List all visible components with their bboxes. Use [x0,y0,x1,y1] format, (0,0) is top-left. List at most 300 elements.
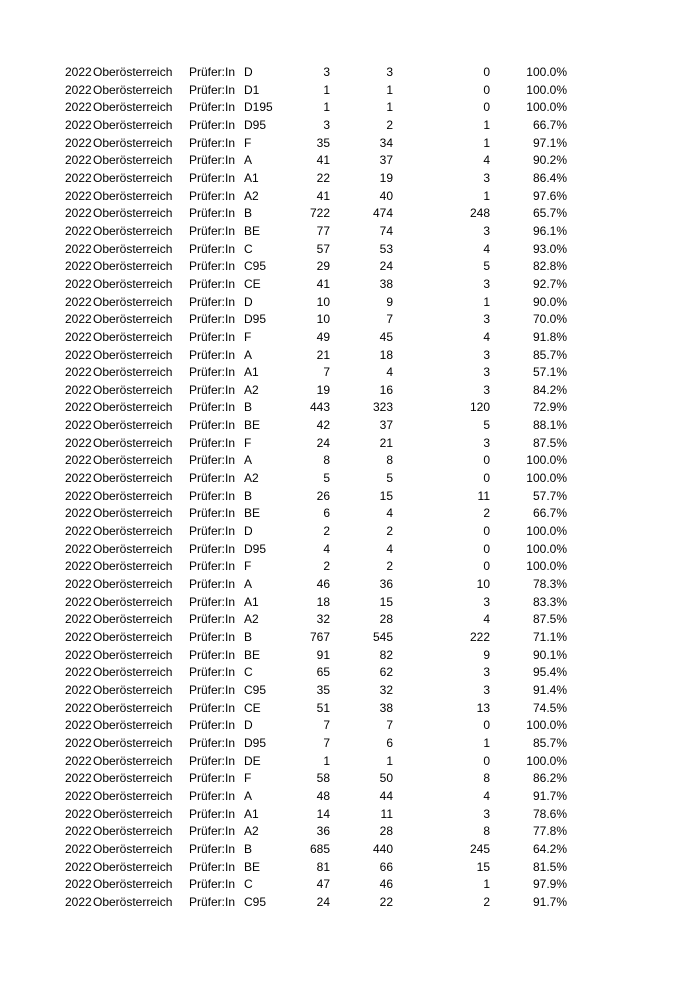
failed-count-cell: 120 [469,400,490,415]
pass-rate-cell: 100.0% [526,65,567,79]
role-cell: Prüfer:In [189,735,236,750]
table-row [0,876,700,894]
passed-count-cell: 44 [379,788,393,803]
role-cell: Prüfer:In [189,312,236,327]
region-cell: Oberösterreich [93,206,173,221]
license-class-cell: B [244,841,253,856]
year-cell: 2022 [65,400,92,415]
pass-rate-cell: 85.7% [532,735,567,750]
region-cell: Oberösterreich [93,594,173,609]
data-table [0,64,700,912]
table-row [0,505,700,523]
failed-count-cell: 5 [483,418,490,433]
failed-count-cell: 0 [483,471,490,486]
total-count-cell: 685 [309,841,330,856]
region-cell: Oberösterreich [93,665,173,680]
pass-rate-cell: 84.2% [532,382,567,397]
passed-count-cell: 7 [386,718,393,733]
region-cell: Oberösterreich [93,223,173,238]
role-cell: Prüfer:In [189,471,236,486]
pass-rate-cell: 97.1% [532,135,567,150]
year-cell: 2022 [65,788,92,803]
year-cell: 2022 [65,382,92,397]
passed-count-cell: 474 [372,206,393,221]
total-count-cell: 2 [323,524,330,539]
pass-rate-cell: 90.1% [532,647,567,662]
region-cell: Oberösterreich [93,365,173,380]
role-cell: Prüfer:In [189,223,236,238]
passed-count-cell: 1 [386,753,393,768]
license-class-cell: A1 [244,806,259,821]
table-row [0,64,700,82]
failed-count-cell: 4 [483,329,490,344]
year-cell: 2022 [65,223,92,238]
license-class-cell: B [244,206,253,221]
passed-count-cell: 545 [372,630,393,644]
table-row [0,647,700,665]
license-class-cell: CE [244,700,261,715]
year-cell: 2022 [65,65,92,79]
region-cell: Oberösterreich [93,276,173,291]
total-count-cell: 46 [316,577,330,592]
table-row [0,735,700,753]
passed-count-cell: 38 [379,700,393,715]
table-row [0,276,700,294]
license-class-cell: C [244,665,253,680]
total-count-cell: 10 [316,312,330,327]
role-cell: Prüfer:In [189,859,236,874]
passed-count-cell: 38 [379,276,393,291]
table-row [0,382,700,400]
failed-count-cell: 4 [483,241,490,256]
total-count-cell: 8 [323,453,330,468]
region-cell: Oberösterreich [93,488,173,503]
failed-count-cell: 248 [469,206,490,221]
year-cell: 2022 [65,347,92,362]
year-cell: 2022 [65,559,92,574]
failed-count-cell: 3 [483,665,490,680]
year-cell: 2022 [65,135,92,150]
region-cell: Oberösterreich [93,771,173,786]
total-count-cell: 24 [316,894,330,909]
total-count-cell: 1 [323,100,330,115]
pass-rate-cell: 82.8% [532,259,567,274]
failed-count-cell: 222 [469,630,490,644]
role-cell: Prüfer:In [189,241,236,256]
passed-count-cell: 9 [386,294,393,309]
pass-rate-cell: 95.4% [532,665,567,680]
role-cell: Prüfer:In [189,329,236,344]
pass-rate-cell: 64.2% [532,841,567,856]
failed-count-cell: 2 [483,894,490,909]
table-row [0,223,700,241]
role-cell: Prüfer:In [189,453,236,468]
license-class-cell: C95 [244,259,267,274]
passed-count-cell: 37 [379,418,393,433]
region-cell: Oberösterreich [93,329,173,344]
year-cell: 2022 [65,894,92,909]
year-cell: 2022 [65,594,92,609]
total-count-cell: 32 [316,612,330,627]
failed-count-cell: 8 [483,824,490,839]
passed-count-cell: 2 [386,117,393,132]
pass-rate-cell: 100.0% [526,471,567,486]
year-cell: 2022 [65,294,92,309]
year-cell: 2022 [65,859,92,874]
year-cell: 2022 [65,824,92,839]
license-class-cell: C95 [244,682,267,697]
license-class-cell: A2 [244,612,259,627]
failed-count-cell: 1 [483,877,490,892]
passed-count-cell: 19 [379,170,393,185]
failed-count-cell: 0 [483,559,490,574]
failed-count-cell: 3 [483,365,490,380]
passed-count-cell: 24 [379,259,393,274]
region-cell: Oberösterreich [93,647,173,662]
passed-count-cell: 46 [379,877,393,892]
role-cell: Prüfer:In [189,135,236,150]
year-cell: 2022 [65,841,92,856]
pass-rate-cell: 86.4% [532,170,567,185]
passed-count-cell: 62 [379,665,393,680]
total-count-cell: 77 [316,223,330,238]
pass-rate-cell: 100.0% [526,718,567,733]
role-cell: Prüfer:In [189,153,236,168]
region-cell: Oberösterreich [93,471,173,486]
failed-count-cell: 1 [483,117,490,132]
total-count-cell: 3 [323,65,330,79]
passed-count-cell: 53 [379,241,393,256]
region-cell: Oberösterreich [93,541,173,556]
license-class-cell: F [244,435,252,450]
license-class-cell: D95 [244,117,267,132]
license-class-cell: C [244,877,253,892]
table-row [0,611,700,629]
pass-rate-cell: 90.0% [532,294,567,309]
region-cell: Oberösterreich [93,153,173,168]
year-cell: 2022 [65,877,92,892]
passed-count-cell: 40 [379,188,393,203]
year-cell: 2022 [65,82,92,97]
table-row [0,700,700,718]
role-cell: Prüfer:In [189,577,236,592]
table-row [0,417,700,435]
passed-count-cell: 2 [386,559,393,574]
table-row [0,205,700,223]
failed-count-cell: 11 [477,488,490,503]
total-count-cell: 41 [316,188,330,203]
failed-count-cell: 3 [483,806,490,821]
region-cell: Oberösterreich [93,65,173,79]
pass-rate-cell: 71.1% [532,630,567,644]
pass-rate-cell: 83.3% [532,594,567,609]
role-cell: Prüfer:In [189,400,236,415]
table-row [0,170,700,188]
pass-rate-cell: 97.9% [532,877,567,892]
passed-count-cell: 15 [379,488,393,503]
region-cell: Oberösterreich [93,735,173,750]
license-class-cell: A2 [244,188,259,203]
role-cell: Prüfer:In [189,594,236,609]
role-cell: Prüfer:In [189,365,236,380]
table-row [0,576,700,594]
table-row [0,558,700,576]
failed-count-cell: 4 [483,153,490,168]
passed-count-cell: 11 [380,806,393,821]
pass-rate-cell: 100.0% [526,524,567,539]
region-cell: Oberösterreich [93,788,173,803]
failed-count-cell: 1 [483,188,490,203]
pass-rate-cell: 87.5% [532,612,567,627]
total-count-cell: 57 [316,241,330,256]
year-cell: 2022 [65,612,92,627]
license-class-cell: B [244,488,253,503]
table-row [0,435,700,453]
total-count-cell: 29 [316,259,330,274]
role-cell: Prüfer:In [189,665,236,680]
pass-rate-cell: 100.0% [526,559,567,574]
license-class-cell: B [244,400,253,415]
region-cell: Oberösterreich [93,382,173,397]
passed-count-cell: 1 [386,100,393,115]
failed-count-cell: 1 [483,135,490,150]
year-cell: 2022 [65,682,92,697]
license-class-cell: BE [244,859,261,874]
license-class-cell: A [244,347,253,362]
year-cell: 2022 [65,329,92,344]
total-count-cell: 35 [316,135,330,150]
total-count-cell: 19 [316,382,330,397]
table-row [0,347,700,365]
failed-count-cell: 5 [483,259,490,274]
license-class-cell: F [244,559,252,574]
pass-rate-cell: 74.5% [532,700,567,715]
year-cell: 2022 [65,453,92,468]
year-cell: 2022 [65,170,92,185]
table-row [0,82,700,100]
table-row [0,258,700,276]
region-cell: Oberösterreich [93,630,173,644]
passed-count-cell: 18 [379,347,393,362]
total-count-cell: 49 [316,329,330,344]
pass-rate-cell: 77.8% [532,824,567,839]
failed-count-cell: 15 [476,859,490,874]
passed-count-cell: 4 [386,541,393,556]
license-class-cell: A [244,153,253,168]
year-cell: 2022 [65,188,92,203]
failed-count-cell: 4 [483,612,490,627]
pass-rate-cell: 100.0% [526,541,567,556]
failed-count-cell: 4 [483,788,490,803]
failed-count-cell: 0 [483,453,490,468]
passed-count-cell: 440 [372,841,393,856]
region-cell: Oberösterreich [93,577,173,592]
region-cell: Oberösterreich [93,877,173,892]
failed-count-cell: 0 [483,524,490,539]
region-cell: Oberösterreich [93,100,173,115]
role-cell: Prüfer:In [189,700,236,715]
region-cell: Oberösterreich [93,188,173,203]
passed-count-cell: 15 [379,594,393,609]
role-cell: Prüfer:In [189,559,236,574]
table-row [0,117,700,135]
table-row [0,770,700,788]
pass-rate-cell: 100.0% [526,82,567,97]
table-row [0,452,700,470]
pass-rate-cell: 70.0% [532,312,567,327]
passed-count-cell: 1 [386,82,393,97]
year-cell: 2022 [65,100,92,115]
failed-count-cell: 10 [476,577,490,592]
license-class-cell: BE [244,223,261,238]
total-count-cell: 443 [309,400,330,415]
role-cell: Prüfer:In [189,259,236,274]
failed-count-cell: 9 [483,647,490,662]
year-cell: 2022 [65,665,92,680]
total-count-cell: 41 [316,276,330,291]
role-cell: Prüfer:In [189,541,236,556]
role-cell: Prüfer:In [189,788,236,803]
pass-rate-cell: 93.0% [532,241,567,256]
license-class-cell: F [244,771,252,786]
total-count-cell: 51 [316,700,330,715]
failed-count-cell: 3 [483,170,490,185]
table-row [0,135,700,153]
table-row [0,894,700,912]
pass-rate-cell: 91.4% [532,682,567,697]
passed-count-cell: 28 [379,824,393,839]
license-class-cell: BE [244,647,261,662]
failed-count-cell: 3 [483,276,490,291]
license-class-cell: D95 [244,541,267,556]
role-cell: Prüfer:In [189,418,236,433]
failed-count-cell: 0 [483,82,490,97]
total-count-cell: 7 [323,735,330,750]
role-cell: Prüfer:In [189,647,236,662]
table-row [0,841,700,859]
total-count-cell: 26 [316,488,330,503]
failed-count-cell: 3 [483,682,490,697]
failed-count-cell: 1 [483,294,490,309]
year-cell: 2022 [65,365,92,380]
total-count-cell: 41 [316,153,330,168]
region-cell: Oberösterreich [93,347,173,362]
table-row [0,594,700,612]
total-count-cell: 35 [316,682,330,697]
failed-count-cell: 245 [469,841,490,856]
year-cell: 2022 [65,153,92,168]
table-row [0,629,700,647]
table-row [0,664,700,682]
year-cell: 2022 [65,241,92,256]
year-cell: 2022 [65,700,92,715]
role-cell: Prüfer:In [189,100,236,115]
region-cell: Oberösterreich [93,559,173,574]
license-class-cell: BE [244,418,261,433]
role-cell: Prüfer:In [189,82,236,97]
passed-count-cell: 5 [386,471,393,486]
year-cell: 2022 [65,718,92,733]
license-class-cell: D [244,524,253,539]
total-count-cell: 36 [316,824,330,839]
table-row [0,523,700,541]
pass-rate-cell: 91.8% [532,329,567,344]
region-cell: Oberösterreich [93,506,173,521]
license-class-cell: D1 [244,82,260,97]
pass-rate-cell: 78.3% [532,577,567,592]
role-cell: Prüfer:In [189,65,236,79]
failed-count-cell: 1 [483,735,490,750]
passed-count-cell: 34 [379,135,393,150]
table-row [0,188,700,206]
pass-rate-cell: 86.2% [532,771,567,786]
region-cell: Oberösterreich [93,453,173,468]
license-class-cell: A1 [244,365,259,380]
role-cell: Prüfer:In [189,188,236,203]
pass-rate-cell: 88.1% [532,418,567,433]
total-count-cell: 18 [316,594,330,609]
role-cell: Prüfer:In [189,524,236,539]
role-cell: Prüfer:In [189,824,236,839]
role-cell: Prüfer:In [189,382,236,397]
region-cell: Oberösterreich [93,170,173,185]
license-class-cell: A1 [244,170,259,185]
table-row [0,806,700,824]
total-count-cell: 4 [323,541,330,556]
failed-count-cell: 0 [483,718,490,733]
role-cell: Prüfer:In [189,612,236,627]
failed-count-cell: 0 [483,100,490,115]
license-class-cell: D [244,294,253,309]
region-cell: Oberösterreich [93,718,173,733]
table-row [0,99,700,117]
role-cell: Prüfer:In [189,206,236,221]
passed-count-cell: 4 [386,506,393,521]
total-count-cell: 10 [316,294,330,309]
pass-rate-cell: 57.1% [532,365,567,380]
total-count-cell: 24 [316,435,330,450]
pass-rate-cell: 81.5% [532,859,567,874]
year-cell: 2022 [65,630,92,644]
pass-rate-cell: 100.0% [526,100,567,115]
passed-count-cell: 21 [379,435,393,450]
passed-count-cell: 28 [379,612,393,627]
total-count-cell: 5 [323,471,330,486]
license-class-cell: D95 [244,312,267,327]
role-cell: Prüfer:In [189,276,236,291]
year-cell: 2022 [65,418,92,433]
region-cell: Oberösterreich [93,806,173,821]
failed-count-cell: 3 [483,223,490,238]
license-class-cell: F [244,329,252,344]
license-class-cell: DE [244,753,261,768]
table-row [0,488,700,506]
year-cell: 2022 [65,471,92,486]
table-row [0,241,700,259]
table-row [0,311,700,329]
region-cell: Oberösterreich [93,418,173,433]
year-cell: 2022 [65,577,92,592]
table-row [0,294,700,312]
passed-count-cell: 66 [379,859,393,874]
role-cell: Prüfer:In [189,630,236,644]
total-count-cell: 81 [316,859,330,874]
pass-rate-cell: 96.1% [532,223,567,238]
passed-count-cell: 74 [379,223,393,238]
failed-count-cell: 0 [483,753,490,768]
failed-count-cell: 0 [483,541,490,556]
passed-count-cell: 16 [379,382,393,397]
